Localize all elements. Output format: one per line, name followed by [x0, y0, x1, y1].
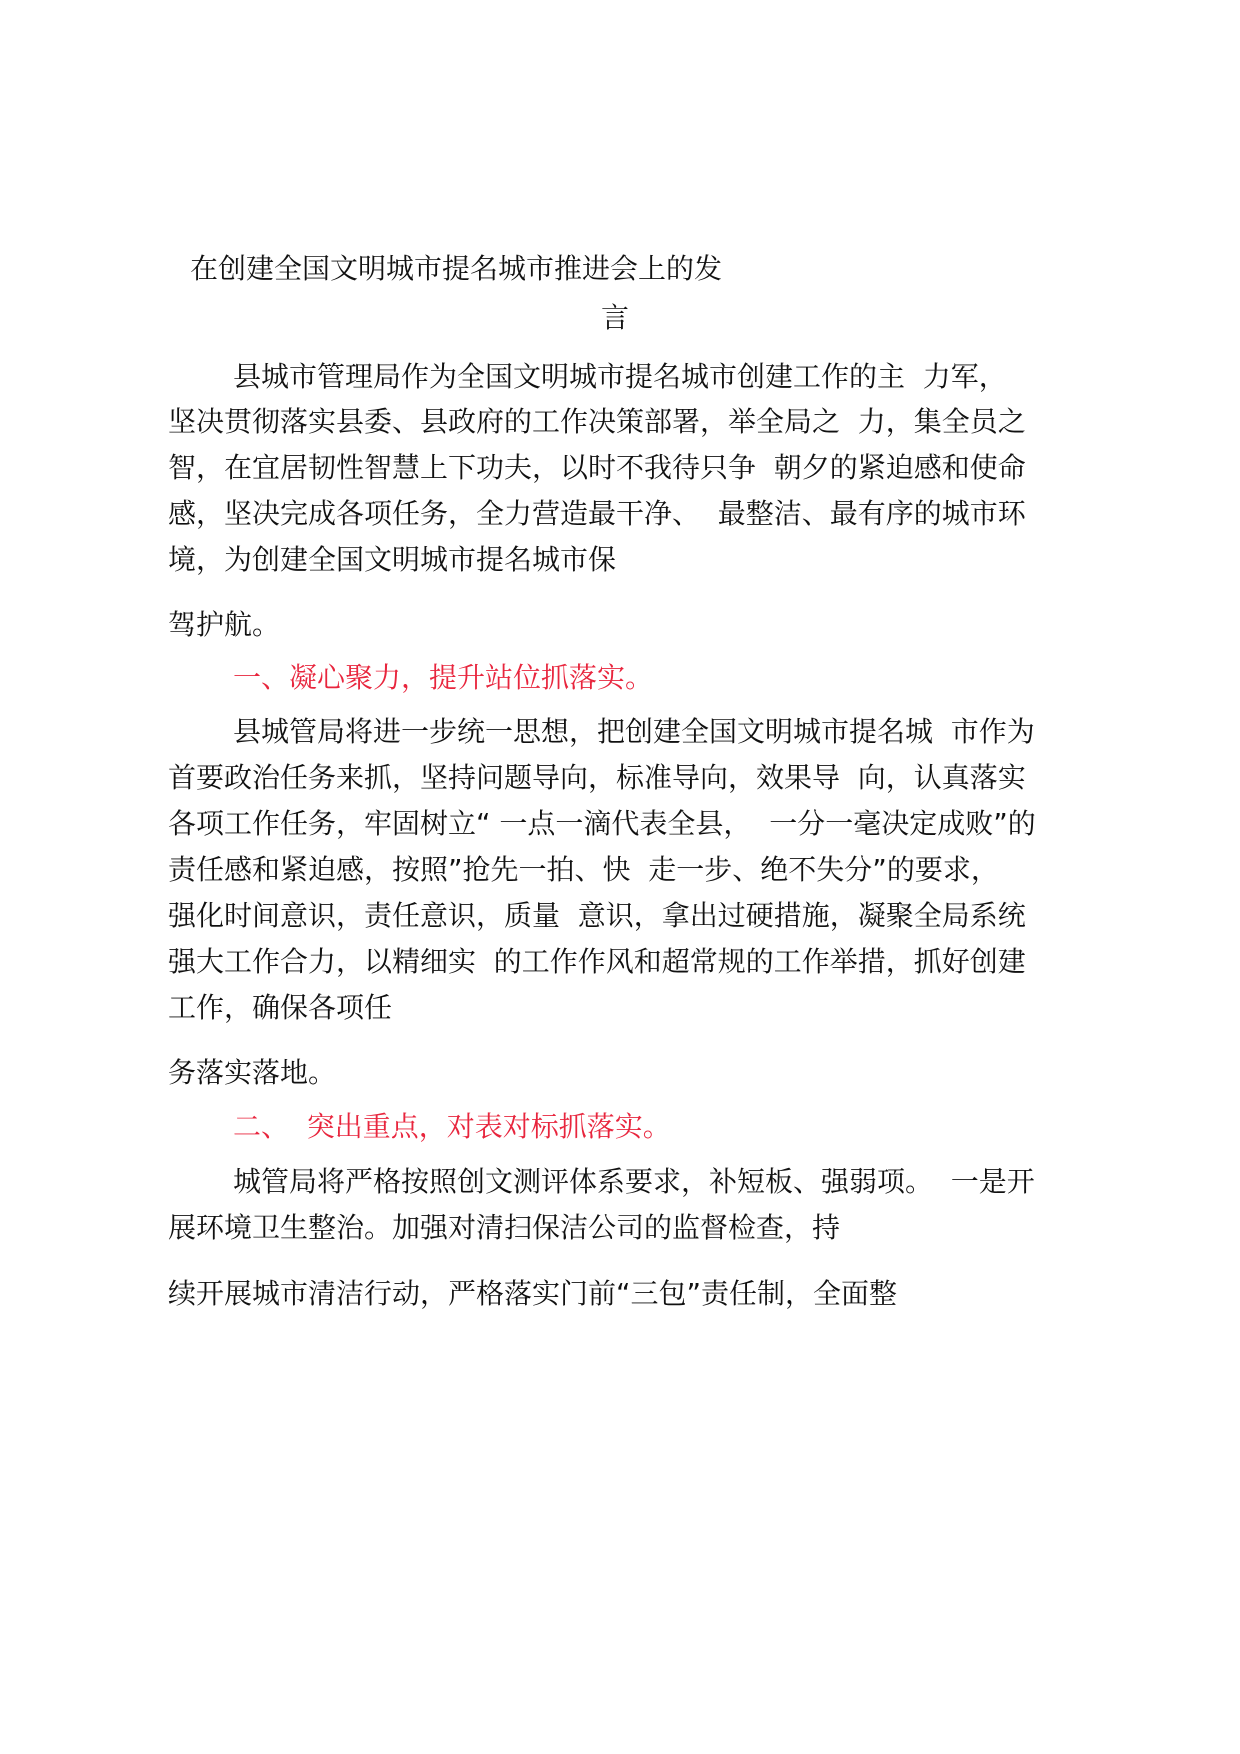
paragraph-1-line: 智，在宜居韧性智慧上下功夫，以时不我待只争 朝夕的紧迫感和使命: [168, 451, 1026, 484]
paragraph-2-line: 各项工作任务，牢固树立“ 一点一滴代表全县， 一分一毫决定成败”的: [168, 807, 1036, 840]
paragraph-2-line: 工作，确保各项任: [168, 991, 393, 1024]
document-title-line-2: 言: [601, 301, 630, 334]
paragraph-1-tail: 驾护航。: [168, 608, 281, 641]
paragraph-1-line: 感，坚决完成各项任务，全力营造最干净、 最整洁、最有序的城市环: [168, 497, 1026, 530]
paragraph-2-line: 强大工作合力，以精细实 的工作作风和超常规的工作举措，抓好创建: [168, 945, 1026, 978]
section-heading-1: 一、凝心聚力，提升站位抓落实。: [233, 661, 654, 694]
document-title-line-1: 在创建全国文明城市提名城市推进会上的发: [190, 252, 723, 285]
paragraph-2-line: 强化时间意识，责任意识，质量 意识，拿出过硬措施，凝聚全局系统: [168, 899, 1026, 932]
paragraph-2-tail: 务落实落地。: [168, 1056, 337, 1089]
section-heading-2: 二、 突出重点，对表对标抓落实。: [233, 1110, 671, 1143]
paragraph-1-line: 县城市管理局作为全国文明城市提名城市创建工作的主 力军，: [233, 360, 1007, 393]
paragraph-2-line: 责任感和紧迫感，按照”抢先一拍、快 走一步、绝不失分”的要求，: [168, 853, 999, 886]
paragraph-3-line: 展环境卫生整治。加强对清扫保洁公司的监督检查，持: [168, 1211, 841, 1244]
paragraph-2-line: 首要政治任务来抓，坚持问题导向，标准导向，效果导 向，认真落实: [168, 761, 1026, 794]
paragraph-3-tail: 续开展城市清洁行动，严格落实门前“三包”责任制，全面整: [168, 1277, 898, 1310]
paragraph-2-line: 县城管局将进一步统一思想，把创建全国文明城市提名城 市作为: [233, 715, 1035, 748]
paragraph-1-line: 坚决贯彻落实县委、县政府的工作决策部署，举全局之 力，集全员之: [168, 405, 1026, 438]
paragraph-1-line: 境，为创建全国文明城市提名城市保: [168, 543, 617, 576]
paragraph-3-line: 城管局将严格按照创文测评体系要求，补短板、强弱项。 一是开: [233, 1165, 1035, 1198]
